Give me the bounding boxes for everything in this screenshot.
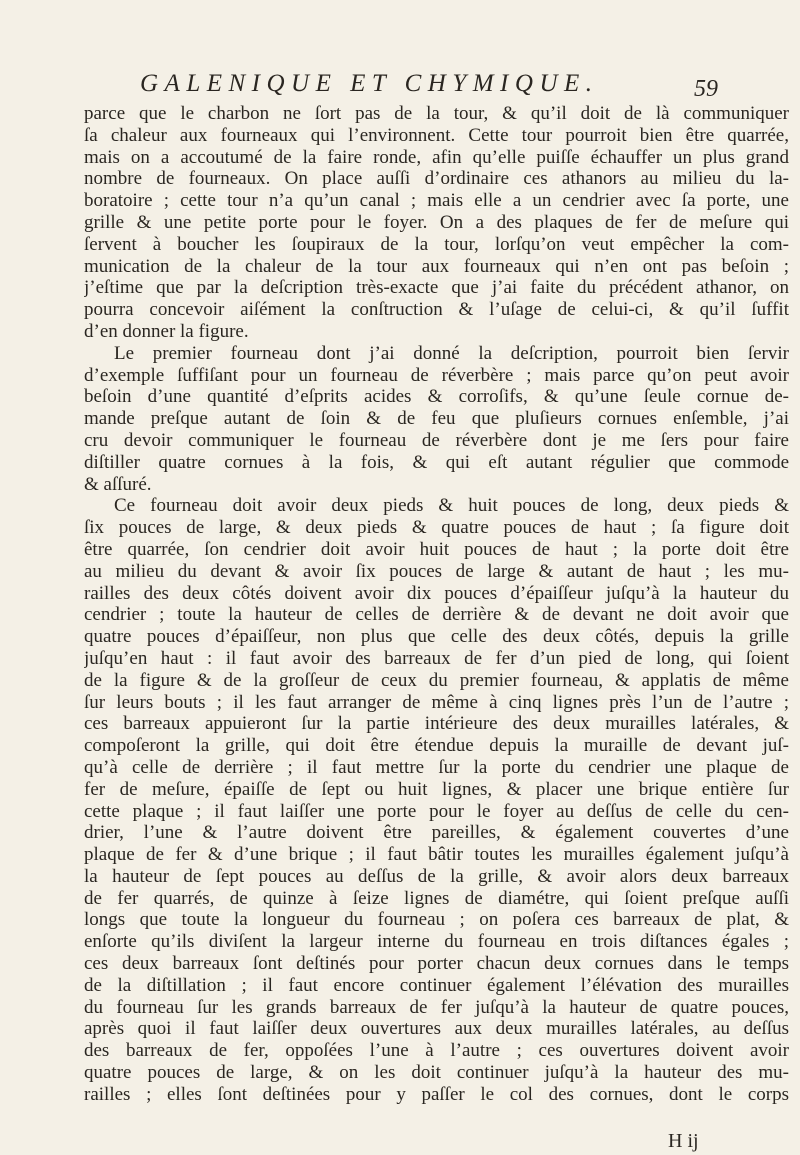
text-line: drier, l’une & l’autre doivent être pareilles, & également couvertes d’une (84, 822, 789, 844)
text-line: parce que le charbon ne ſort pas de la tour, & qu’il doit de là communiquer (84, 103, 789, 124)
signature-mark: H ij (668, 1130, 699, 1152)
text-line: mande preſque autant de ſoin & de feu que pluſieurs cornues enſemble, j’ai (84, 408, 789, 430)
text-line: j’eſtime que par la deſcription très-exacte que j’ai faite du précédent athanor, on (84, 277, 789, 299)
text-line: pourra concevoir aiſément la conſtruction & l’uſage de celui-ci, & qu’il ſuffit (84, 299, 789, 321)
text-line: munication de la chaleur de la tour aux fourneaux qui n’en ont pas beſoin ; (84, 255, 789, 277)
text-line: ſa chaleur aux fourneaux qui l’environnent. Cette tour pourroit bien être quarrée, (84, 124, 789, 146)
text-line: des barreaux de fer, oppoſées l’une à l’autre ; ces ouvertures doivent avoir (84, 1040, 789, 1062)
text-line: mais on a accoutumé de la faire ronde, afin qu’elle puiſſe échauffer un plus grand (84, 146, 789, 168)
text-line: quatre pouces d’épaiſſeur, non plus que celle des deux côtés, depuis la grille (84, 626, 789, 648)
text-line: après quoi il faut laiſſer deux ouvertures aux deux murailles latérales, au deſſus (84, 1018, 789, 1040)
text-line: Le premier fourneau dont j’ai donné la deſcription, pourroit bien ſervir (114, 342, 789, 364)
text-line: & aſſuré. (84, 473, 152, 495)
text-line: qu’à celle de derrière ; il faut mettre ſur la porte du cendrier une plaque de (84, 756, 789, 778)
text-line: quatre pouces de large, & on les doit continuer juſqu’à la hauteur des mu- (84, 1062, 789, 1084)
body-text (84, 103, 789, 1106)
text-line: plaque de fer & d’une brique ; il faut bâtir toutes les murailles également juſqu’à (84, 844, 789, 866)
text-line: de fer quarrés, de quinze à ſeize lignes de diamétre, qui ſoient preſque auſſi (84, 887, 789, 909)
page-number: 59 (694, 76, 718, 102)
text-line: cru devoir communiquer le fourneau de réverbère dont je me ſers pour faire (84, 429, 789, 451)
text-line: être quarrée, ſon cendrier doit avoir huit pouces de haut ; la porte doit être (84, 538, 789, 560)
running-head (140, 70, 720, 104)
text-line: railles ; elles ſont deſtinées pour y paſſer le col des cornues, dont le corps (84, 1083, 789, 1105)
text-line: la hauteur de ſept pouces au deſſus de la grille, & avoir alors deux barreaux (84, 865, 789, 887)
text-line: grille & une petite porte pour le foyer. On a des plaques de fer de meſure qui (84, 211, 789, 233)
text-line: cendrier ; toute la hauteur de celles de derrière & de devant ne doit avoir que (84, 604, 789, 626)
text-line: ces deux barreaux ſont deſtinés pour porter chacun deux cornues dans le temps (84, 953, 789, 975)
text-line: cette plaque ; il faut laiſſer une porte pour le foyer au deſſus de celle du cen- (84, 800, 789, 822)
text-line: Ce fourneau doit avoir deux pieds & huit pouces de long, deux pieds & (114, 495, 789, 517)
text-line: beſoin d’une quantité d’eſprits acides & corroſifs, & qu’une ſeule cornue de- (84, 386, 789, 408)
text-line: compoſeront la grille, qui doit être étendue depuis la muraille de devant juſ- (84, 735, 789, 757)
text-line: d’en donner la figure. (84, 320, 249, 342)
text-line: ces barreaux appuieront ſur la partie intérieure des deux murailles latérales, & (84, 713, 789, 735)
text-line: de la figure & de la groſſeur de ceux du premier fourneau, & applatis de même (84, 669, 789, 691)
text-line: du fourneau ſur les grands barreaux de fer juſqu’à la hauteur de quatre pouces, (84, 996, 789, 1018)
text-line: juſqu’en haut : il faut avoir des barreaux de fer d’un pied de long, qui ſoient (84, 647, 789, 669)
text-line: longs que toute la longueur du fourneau ; on poſera ces barreaux de plat, & (84, 909, 789, 931)
text-line: nombre de fourneaux. On place auſſi d’ordinaire ces athanors au milieu du la- (84, 168, 789, 190)
text-line: enſorte qu’ils diviſent la largeur interne du fourneau en trois diſtances égales ; (84, 931, 789, 953)
text-line: railles des deux côtés doivent avoir dix pouces d’épaiſſeur juſqu’à la hauteur du (84, 582, 789, 604)
text-line: ſur leurs bouts ; il les faut arranger de même à cinq lignes près l’un de l’autre ; (84, 691, 789, 713)
text-line: au milieu du devant & avoir ſix pouces de large & autant de haut ; les mu- (84, 560, 789, 582)
text-line: diſtiller quatre cornues à la fois, & qui eſt autant régulier que commode (84, 451, 789, 473)
text-line: de la diſtillation ; il faut encore continuer également l’élévation des murailles (84, 974, 789, 996)
paragraph (84, 343, 789, 496)
running-title: GALENIQUE ET CHYMIQUE. (140, 70, 599, 97)
text-line: ſervent à boucher les ſoupiraux de la tour, lorſqu’on veut empêcher la com- (84, 233, 789, 255)
text-line: d’exemple ſuffiſant pour un fourneau de réverbère ; mais parce qu’on peut avoir (84, 364, 789, 386)
paragraph (84, 495, 789, 1105)
paragraph (84, 103, 789, 343)
text-line: boratoire ; cette tour n’a qu’un canal ; mais elle a un cendrier avec ſa porte, une (84, 190, 789, 212)
text-line: ſix pouces de large, & deux pieds & quatre pouces de haut ; ſa figure doit (84, 517, 789, 539)
text-line: fer de meſure, épaiſſe de ſept ou huit lignes, & placer une brique entière ſur (84, 778, 789, 800)
